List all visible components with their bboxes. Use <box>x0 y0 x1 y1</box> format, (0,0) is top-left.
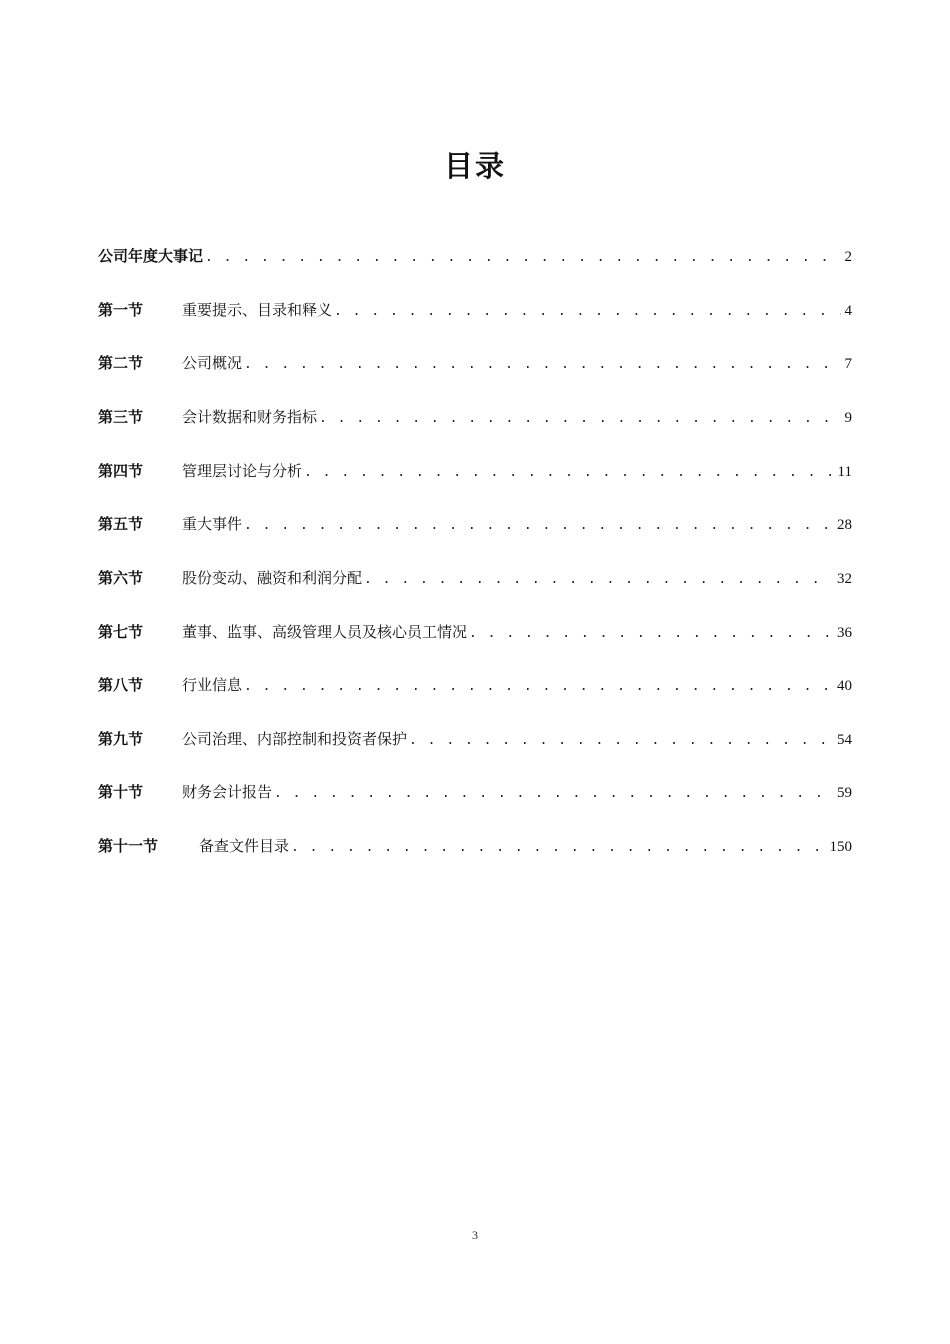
toc-section-number: 第四节 <box>98 462 144 480</box>
toc-entry-section-3[interactable] <box>98 406 852 428</box>
toc-entry-label: 公司概况 <box>182 354 243 372</box>
toc-entry-section-5[interactable] <box>98 513 852 535</box>
toc-page-number: 40 <box>837 678 852 694</box>
toc-dot-leader <box>244 354 840 376</box>
toc-entry-label: 行业信息 <box>182 676 243 694</box>
toc-entry-label: 股份变动、融资和利润分配 <box>182 569 363 587</box>
toc-entry-section-6[interactable] <box>98 567 852 589</box>
toc-page-number: 59 <box>837 785 852 801</box>
toc-dot-leader <box>319 408 840 430</box>
toc-dot-leader <box>205 247 840 269</box>
toc-section-number: 第八节 <box>98 676 144 694</box>
toc-entry-section-11[interactable] <box>98 835 852 857</box>
toc-dot-leader <box>274 783 833 805</box>
toc-page-number: 4 <box>844 303 852 319</box>
toc-entry-label: 重要提示、目录和释义 <box>182 301 333 319</box>
toc-entry-label: 备查文件目录 <box>199 837 290 855</box>
toc-entry-label: 重大事件 <box>182 515 243 533</box>
toc-entry-annual-events[interactable] <box>98 245 852 267</box>
toc-entry-section-1[interactable] <box>98 299 852 321</box>
toc-entry-label: 公司治理、内部控制和投资者保护 <box>182 730 408 748</box>
toc-section-number: 第十一节 <box>98 837 159 855</box>
toc-entry-label: 会计数据和财务指标 <box>182 408 318 426</box>
toc-entry-section-7[interactable] <box>98 621 852 643</box>
toc-section-number: 第七节 <box>98 623 144 641</box>
toc-page-number: 36 <box>837 625 852 641</box>
toc-dot-leader <box>364 569 833 591</box>
toc-dot-leader <box>244 676 833 698</box>
toc-section-number: 第五节 <box>98 515 144 533</box>
toc-section-number: 第二节 <box>98 354 144 372</box>
toc-entry-section-4[interactable] <box>98 460 852 482</box>
toc-dot-leader <box>409 730 833 752</box>
toc-entry-section-2[interactable] <box>98 352 852 374</box>
page-title: 目录 <box>443 149 506 183</box>
toc-page-number: 150 <box>829 839 852 855</box>
toc-page-number: 28 <box>837 517 852 533</box>
toc-section-number: 第九节 <box>98 730 144 748</box>
toc-page-number: 2 <box>844 249 852 265</box>
toc-page-number: 7 <box>844 356 852 372</box>
toc-entry-title: 公司年度大事记 <box>98 247 204 265</box>
toc-dot-leader <box>304 462 834 484</box>
toc-section-number: 第六节 <box>98 569 144 587</box>
toc-section-number: 第一节 <box>98 301 144 319</box>
toc-dot-leader <box>334 301 840 323</box>
toc-entry-label: 管理层讨论与分析 <box>182 462 303 480</box>
toc-entry-section-9[interactable] <box>98 728 852 750</box>
toc-entry-section-8[interactable] <box>98 674 852 696</box>
toc-section-number: 第三节 <box>98 408 144 426</box>
toc-page-number: 32 <box>837 571 852 587</box>
page-number: 3 <box>472 1228 478 1242</box>
toc-entry-label: 财务会计报告 <box>182 783 273 801</box>
toc-page-number: 9 <box>844 410 852 426</box>
toc-dot-leader <box>244 515 833 537</box>
toc-page-number: 54 <box>837 732 852 748</box>
toc-page-number: 11 <box>837 464 852 480</box>
toc-entry-label: 董事、监事、高级管理人员及核心员工情况 <box>182 623 468 641</box>
toc-dot-leader <box>469 623 833 645</box>
toc-section-number: 第十节 <box>98 783 144 801</box>
toc-dot-leader <box>291 837 825 859</box>
toc-entry-section-10[interactable] <box>98 781 852 803</box>
